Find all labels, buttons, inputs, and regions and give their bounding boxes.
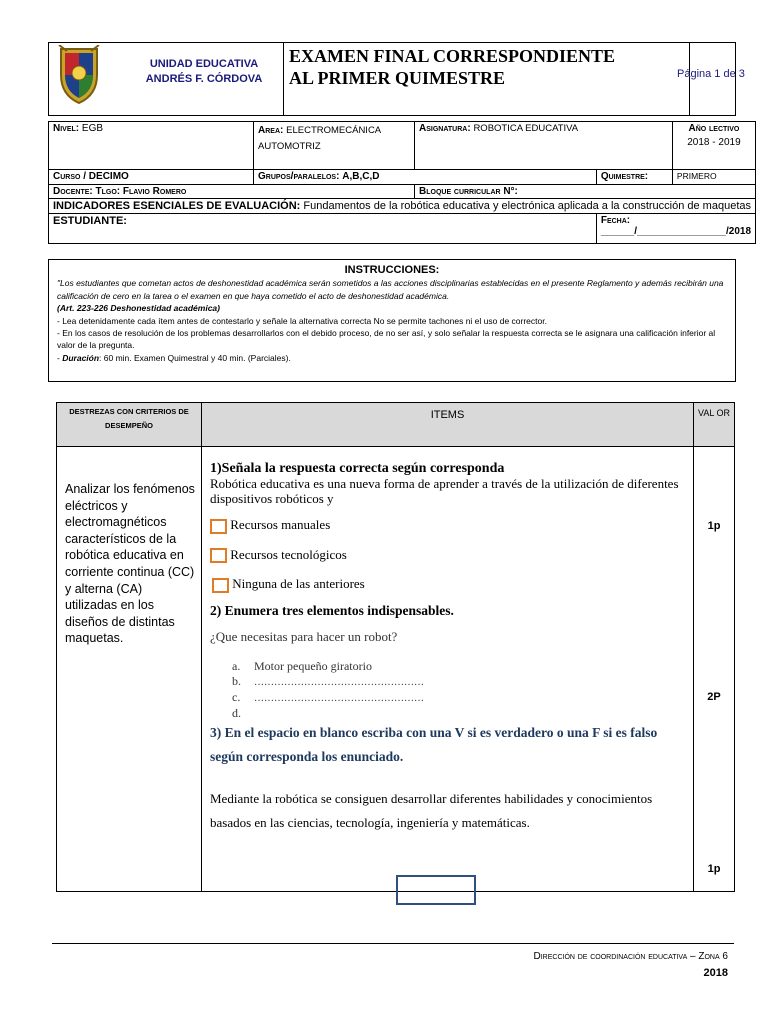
grupos-cell xyxy=(254,170,597,185)
footer-year: 2018 xyxy=(703,967,728,979)
q1-option-3 xyxy=(210,576,687,593)
docente-value: Tlgo: Flavio Romero xyxy=(95,186,187,197)
q2-item-d-letter: d. xyxy=(232,705,241,720)
duration-label: Duración xyxy=(62,352,100,363)
school-name-line1: UNIDAD EDUCATIVA xyxy=(149,58,259,70)
docente-label: Docente: xyxy=(53,186,93,197)
school-crest-logo xyxy=(57,45,101,107)
footer-divider xyxy=(52,943,734,944)
q1-text: Robótica educativa es una nueva forma de aprender a través de la utilización de diferentes dispositivos robóticos y xyxy=(210,476,679,506)
quimestre-label-cell xyxy=(596,170,672,185)
indicadores-label: INDICADORES ESENCIALES DE EVALUACIÓN: xyxy=(53,200,301,212)
instructions-quote: "Los estudiantes que cometan actos de deshonestidad académica serán sometidos a las acciones disciplinarias establecidas en el presente Reglamento y además recibirán una calificación de cero en la tarea o el examen en que haya cometido el acto de deshonestidad académica. xyxy=(57,278,724,301)
q2-item-b xyxy=(232,674,687,690)
q2-text: ¿Que necesitas para hacer un robot? xyxy=(210,628,398,644)
page-number: Página 1 de 3 xyxy=(677,68,745,80)
area-value: ELECTROMECÁNICA AUTOMOTRIZ xyxy=(258,125,381,152)
destreza-text: Analizar los fenómenos eléctricos y electromagnéticos característicos de la robótica educativa en corriente continua (CC) y alterna (CA) utilizadas en los diseños de distintas maquetas. xyxy=(57,447,202,892)
instructions-box xyxy=(48,259,736,382)
estudiante-cell xyxy=(49,214,597,244)
nivel-cell xyxy=(49,122,254,170)
checkbox-2[interactable] xyxy=(210,548,227,563)
school-name xyxy=(129,57,279,87)
nivel-value: EGB xyxy=(81,123,104,134)
estudiante-label: ESTUDIANTE: xyxy=(53,215,127,227)
quimestre-value-cell xyxy=(672,170,755,185)
quimestre-label: Quimestre: xyxy=(600,171,649,182)
q1-option-2-label: Recursos tecnológicos xyxy=(230,546,347,562)
footer-direction: Dirección de coordinación educativa – Zona 6 xyxy=(533,951,728,962)
q1-option-1-label: Recursos manuales xyxy=(230,517,331,532)
indicadores-value: Fundamentos de la robótica educativa y electrónica aplicada a la construcción de maquetas xyxy=(303,200,751,212)
instructions-duration: - Duración: 60 min. Examen Quimestral y 40 min. (Parciales). xyxy=(57,352,291,363)
duration-value: : 60 min. Examen Quimestral y 40 min. (Parciales). xyxy=(99,352,291,363)
value-q2: 2P xyxy=(707,691,721,703)
q2-item-c-letter: c. xyxy=(232,689,241,704)
area-label: Area: xyxy=(258,125,284,136)
q2-item-a xyxy=(232,659,687,674)
q2-item-a-letter: a. xyxy=(232,658,241,673)
exam-title xyxy=(289,45,615,89)
q3-text: Mediante la robótica se consiguen desarrollar diferentes habilidades y conocimientos basados en las ciencias, tecnología, ingeniería y matemáticas. xyxy=(210,790,653,830)
exam-title-line2: AL PRIMER QUIMESTRE xyxy=(289,68,506,88)
destrezas-header: DESTREZAS CON CRITERIOS DE DESEMPEÑO xyxy=(57,403,202,447)
valor-cell xyxy=(694,447,735,892)
value-q1: 1p xyxy=(707,520,721,532)
q2-title: 2) Enumera tres elementos indispensables. xyxy=(210,602,454,618)
items-header: ITEMS xyxy=(202,403,694,447)
exam-title-line1: EXAMEN FINAL CORRESPONDIENTE xyxy=(289,46,616,66)
anio-value: 2018 - 2019 xyxy=(687,137,741,148)
answer-box[interactable] xyxy=(396,875,476,905)
area-cell xyxy=(254,122,415,170)
title-cell xyxy=(283,43,690,115)
asignatura-cell xyxy=(415,122,673,170)
instructions-article: (Art. 223-226 Deshonestidad académica) xyxy=(57,303,220,314)
instructions-line2: - En los casos de resolución de los problemas desarrollarlos con el debido proceso, de no ser así, y solo señalar la respuesta correcta se le asignara una calificación inferior al valor de la pregunta. xyxy=(57,328,716,351)
value-q3: 1p xyxy=(707,863,721,875)
grupos-label: Grupos/paralelos: xyxy=(258,171,340,182)
anio-label: Año lectivo xyxy=(688,123,740,134)
anio-cell xyxy=(672,122,755,170)
q2-item-a-text: Motor pequeño giratorio xyxy=(254,658,372,673)
items-content xyxy=(202,447,694,892)
fecha-label: Fecha: xyxy=(600,215,631,226)
q1-option-3-label: Ninguna de las anteriores xyxy=(232,576,365,592)
q1-option-2 xyxy=(210,547,687,564)
q1-option-1 xyxy=(210,517,687,534)
page-cell xyxy=(677,43,745,115)
info-table xyxy=(48,121,756,244)
curso-label: Curso / xyxy=(53,171,87,182)
footer xyxy=(534,949,729,981)
instructions-title: INSTRUCCIONES: xyxy=(344,264,440,276)
bloque-label: Bloque curricular N°: xyxy=(419,186,518,197)
q2-item-b-text: …………………………………………… xyxy=(254,676,424,688)
fecha-value: ______/________________/2018 xyxy=(600,226,751,237)
q2-item-d xyxy=(232,706,687,721)
checkbox-3[interactable] xyxy=(212,578,229,593)
checkbox-1[interactable] xyxy=(210,519,227,534)
asignatura-label: Asignatura: xyxy=(419,123,471,134)
indicadores-cell xyxy=(49,199,756,214)
q1-title: 1)Señala la respuesta correcta según corresponda xyxy=(210,461,505,476)
q2-list xyxy=(210,659,687,721)
exam-header xyxy=(48,42,745,116)
instructions-line1: - Lea detenidamente cada ítem antes de contestarlo y señale la alternativa correcta No se permite tachones ni el uso de corrector. xyxy=(57,315,547,326)
bloque-cell xyxy=(415,185,756,199)
curso-value: DECIMO xyxy=(88,171,129,182)
asignatura-value: ROBOTICA EDUCATIVA xyxy=(473,123,579,134)
q2-item-c-text: …………………………………………… xyxy=(254,692,424,704)
school-name-line2: ANDRÉS F. CÓRDOVA xyxy=(145,73,263,85)
quimestre-value: PRIMERO xyxy=(676,171,717,181)
fecha-cell xyxy=(596,214,755,244)
logo-cell xyxy=(49,43,284,115)
valor-header: VAL OR xyxy=(694,403,735,447)
grupos-value: A,B,C,D xyxy=(342,171,380,182)
q2-item-c xyxy=(232,690,687,706)
q3-title: 3) En el espacio en blanco escriba con una V si es verdadero o una F si es falso según corresponda los enunciado. xyxy=(210,724,658,764)
curso-cell xyxy=(49,170,254,185)
nivel-label: Nivel: xyxy=(53,123,80,134)
q2-item-b-letter: b. xyxy=(232,673,241,688)
items-table xyxy=(56,402,735,892)
docente-cell xyxy=(49,185,415,199)
